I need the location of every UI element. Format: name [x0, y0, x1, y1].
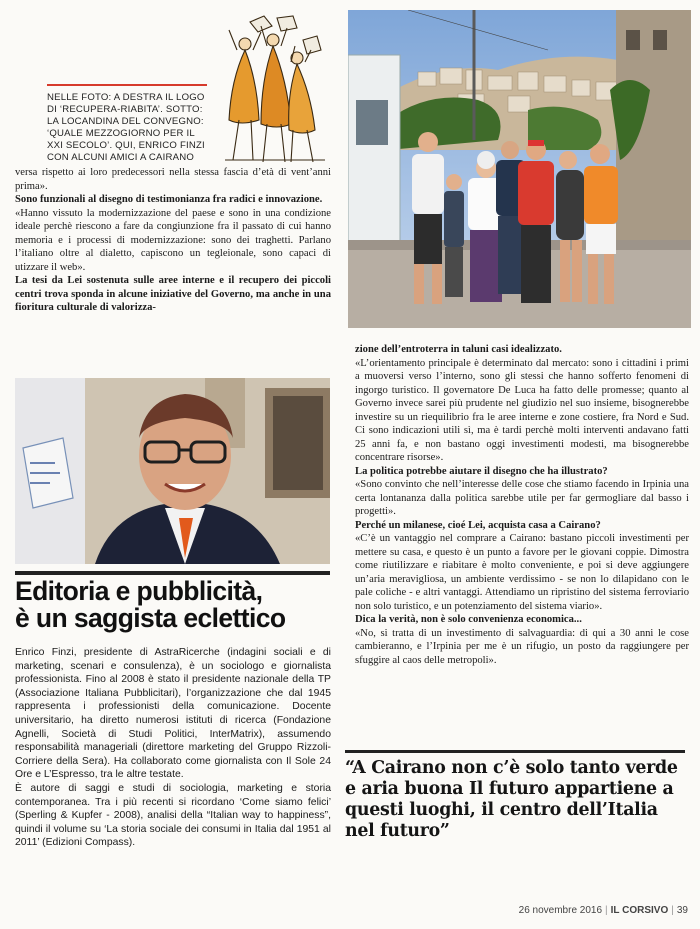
paragraph: «C’è un vantaggio nel comprare a Cairano: bastano piccoli investimenti per mettere su casa, e questo è un punto a favore per le giovani coppie. Dimostra come riutilizzare e riabitare è molto conveniente, e poi si deve aggiungere un’aria meravigliosa, un ambiente verdissimo - se non lo dilapidano con le pale coliche - e altri vantaggi. Attendiamo un ripristino del sistema ferroviario non solo turistico, e un potenziamento del sistema viario». — [355, 533, 689, 612]
caption-rule — [47, 84, 207, 86]
paragraph: «L’orientamento principale è determinato dal mercato: sono i cittadini i primi a muoversi verso l’interno, sono gli stessi che hanno sofferto fenomeni di ingorgo turistico. Il governatore De Luca ha fatto delle promesse; quanto al Governo invece sarei più prudente nel giudizio nel suo insieme, bisognerebbe investire su un riequilibrio fra le aree interne e zone costiere, fra Nord e Sud. Ci sono indicazioni utili sì, ma è tardi perchè molti interventi andavano fatti 25 anni fa, e non bastano oggi investimenti modesti, ma bisognerebbe concentrare risorse». — [355, 357, 689, 463]
question: Perché un milanese, cioé Lei, acquista casa a Cairano? — [355, 519, 601, 531]
issue-date: 26 novembre 2016 — [518, 905, 603, 916]
paragraph: È autore di saggi e studi di sociologia, marketing e storia contemporanea. Tra i più recenti si ricordano ‘Come siamo felici’ (Sperling & Kupfer - 2008), analisi della “Italian way to happiness”, quindi il volume su ‘La storia sociale dei consumi in Italia dal 1951 al 2011’ (Edizioni Compass). — [15, 782, 331, 849]
magazine-name: IL CORSIVO — [610, 905, 669, 916]
enrico-finzi-portrait — [15, 378, 330, 564]
question: Dica la verità, non è solo convenienza economica... — [355, 614, 582, 625]
pullquote: “A Cairano non c’è solo tanto verde e aria buona Il futuro appartiene a questi luoghi, il centro dell’Italia nel futuro” — [345, 758, 678, 841]
paragraph: versa rispetto ai loro predecessori nella stessa fascia d’età di vent’anni prima». — [15, 167, 331, 192]
paragraph: «Hanno vissuto la modernizzazione del paese e sono in una condizione ideale perchè riescono a fare da congiunzione fra il passato di cui hanno memoria e i processi di modernizzazione: sono dei traghetti. Parlano l’italiano oltre al dialetto, capiscono un tegleionale, sono capaci di utizzare il web». — [15, 207, 331, 273]
biography-text — [15, 646, 331, 850]
right-column-text — [355, 343, 689, 667]
page-number: 39 — [676, 905, 688, 916]
paragraph: «Sono convinto che nell’interesse delle cose che stiamo facendo in Irpinia una certa lontananza dalla politica sarebbe utile per far germogliare dal basso i progetti». — [355, 479, 689, 517]
question: La politica potrebbe aiutare il disegno che ha illustrato? — [355, 465, 608, 477]
question: Sono funzionali al disegno di testimonianza fra radici e innovazione. — [15, 194, 323, 205]
question: La tesi da Lei sostenuta sulle aree interne e il recupero dei piccoli centri trova sponda in alcune iniziative del Governo, ma anche in una fioritura culturale di valorizza- — [15, 275, 331, 313]
paragraph: Enrico Finzi, presidente di AstraRicerche (indagini sociali e di marketing, scenari e consulenza), è un sociologo e giornalista professionista. Fino al 2008 è stato il presidente nazionale della TP (Associazione Italiana Pubblicitari), l’organizzazione che dal 1945 rappresenta i professionisti della comunicazione. Docente universitario, ha diretto numerosi istituti di ricerca (Fondazione Agnelli, Società di Studi Politici, InterMatrix), assumendo responsabilità manageriali (direttore marketing del Gruppo Rizzoli-Corriere della Sera). Ha collaborato come giornalista con Il Sole 24 Ore e L’Espresso, tra le altre testate. — [15, 647, 331, 781]
pullquote-rule — [345, 750, 685, 753]
box-title — [15, 578, 335, 632]
box-title-line: è un saggista eclettico — [15, 603, 286, 633]
left-column-text — [15, 166, 331, 315]
photo-caption: NELLE FOTO: A DESTRA IL LOGO DI ‘RECUPERA-RIABITA’. SOTTO: LA LOCANDINA DEL CONVEGNO: ‘QUALE MEZZOGIORNO PER IL XXI SECOLO’. QUI, ENRICO FINZI CON ALCUNI AMICI A CAIRANO — [47, 92, 205, 163]
page-footer: 26 novembre 2016 | IL CORSIVO | 39 — [518, 905, 688, 916]
cairano-group-photo — [348, 10, 691, 328]
question-continued: zione dell’entroterra in taluni casi idealizzato. — [355, 344, 562, 355]
paragraph: «No, si tratta di un investimento di salvaguardia: di qui a 30 anni le cose cambieranno, e l’Irpinia per me è un rifugio, un posto da raggiungere per sfuggire al caos delle metropoli». — [355, 627, 689, 666]
box-title-rule — [15, 571, 330, 575]
recupera-riabita-logo — [215, 10, 335, 166]
box-title-line: Editoria e pubblicità, — [15, 576, 263, 606]
